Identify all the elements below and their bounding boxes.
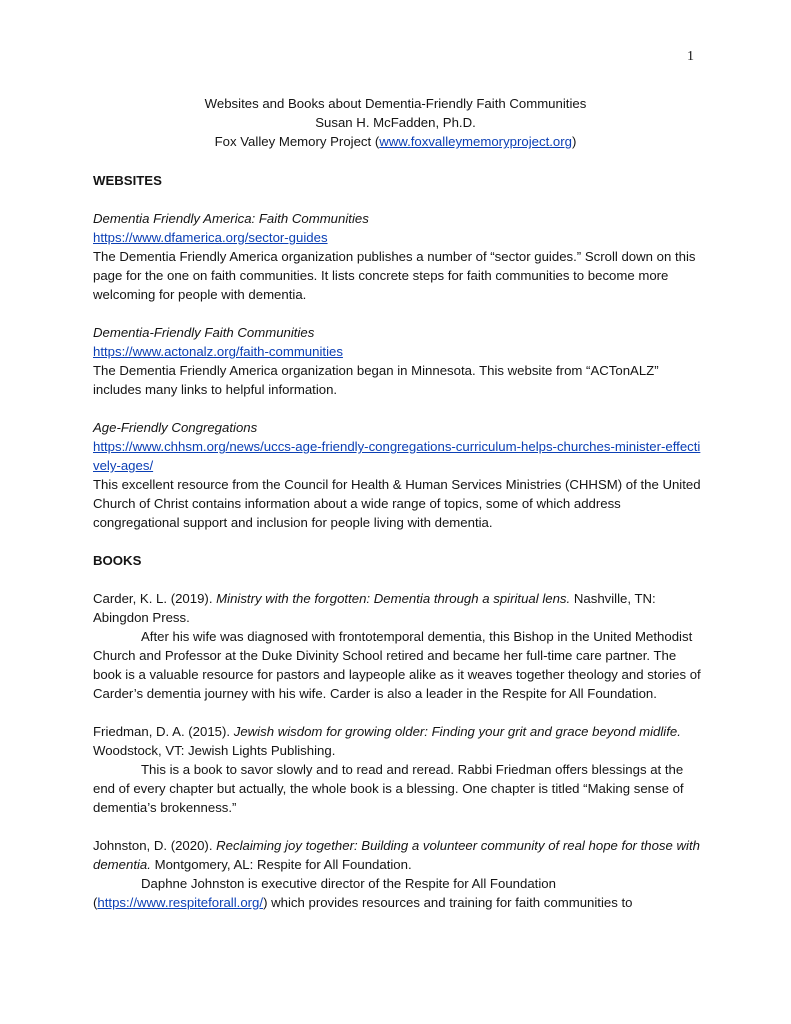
website-description: The Dementia Friendly America organization began in Minnesota. This website from “ACTonALZ” includes many links to helpful information. [93,363,659,397]
websites-heading: WEBSITES [93,173,162,188]
website-link[interactable]: https://www.chhsm.org/news/uccs-age-friendly-congregations-curriculum-helps-churches-minister-effectively-ages/ [93,439,701,473]
org-prefix: Fox Valley Memory Project ( [214,134,380,149]
book-annotation: After his wife was diagnosed with frontotemporal dementia, this Bishop in the United Methodist Church and Professor at the Duke Divinity School retired and became her full-time care partner. The book is a valuable resource for pastors and laypeople alike as it weaves together theology and stories of Carder’s dementia journey with his wife. Carder is also a leader in the Respite for All Foundation. [93,629,701,701]
link-open-paren: ( [93,895,98,910]
website-title: Age-Friendly Congregations [93,420,258,435]
book-citation [93,836,705,874]
book-annotation-lead: Daphne Johnston is executive director of the Respite for All Foundation [141,876,556,891]
website-link[interactable]: https://www.actonalz.org/faith-communities [93,344,343,359]
website-link[interactable]: https://www.dfamerica.org/sector-guides [93,230,328,245]
book-entry [93,836,705,912]
website-description: The Dementia Friendly America organization publishes a number of “sector guides.” Scroll down on this page for the one on faith communities. It lists concrete steps for faith communities to become more welcoming for people with dementia. [93,249,696,302]
org-suffix: ) [571,134,577,149]
book-author-year: Carder, K. L. (2019). [93,591,217,606]
book-title: Ministry with the forgotten: Dementia through a spiritual lens. [216,591,571,606]
document-title: Websites and Books about Dementia-Friendly Faith Communities [204,96,587,111]
document-organization [0,132,791,151]
book-annotation-continued [93,893,705,912]
website-description: This excellent resource from the Council for Health & Human Services Ministries (CHHSM) of the United Church of Christ contains information about a wide range of topics, some of which address congregational support and inclusion for people living with dementia. [93,477,701,530]
book-annotation: This is a book to savor slowly and to read and reread. Rabbi Friedman offers blessings at the end of every chapter but actually, the whole book is a blessing. One chapter is titled “Making sense of dementia’s brokenness.” [93,762,684,815]
book-entry [93,722,705,817]
book-citation [93,722,705,760]
website-entry [93,209,705,304]
document-author: Susan H. McFadden, Ph.D. [315,115,476,130]
book-publisher: Montgomery, AL: Respite for All Foundation. [150,857,412,872]
book-title: Reclaiming joy together: Building a volunteer community of real hope for those with dementia. [93,838,700,872]
website-entry [93,418,705,532]
website-title: Dementia-Friendly Faith Communities [93,325,315,340]
document-header [0,94,791,151]
book-citation [93,589,705,627]
book-author-year: Friedman, D. A. (2015). [93,724,234,739]
book-publisher: Nashville, TN: Abingdon Press. [93,591,656,625]
book-entry [93,589,705,703]
document-body [93,171,705,912]
book-author-year: Johnston, D. (2020). [93,838,217,853]
book-title: Jewish wisdom for growing older: Finding your grit and grace beyond midlife. [233,724,681,739]
website-title: Dementia Friendly America: Faith Communities [93,211,369,226]
books-heading: BOOKS [93,553,142,568]
org-website-link[interactable]: www.foxvalleymemoryproject.org [379,134,572,149]
website-entry [93,323,705,399]
book-publisher: Woodstock, VT: Jewish Lights Publishing. [93,743,336,758]
page-number: 1 [687,49,694,64]
respite-link[interactable]: https://www.respiteforall.org/ [97,895,264,910]
book-annotation-tail: ) which provides resources and training for faith communities to [263,895,633,910]
